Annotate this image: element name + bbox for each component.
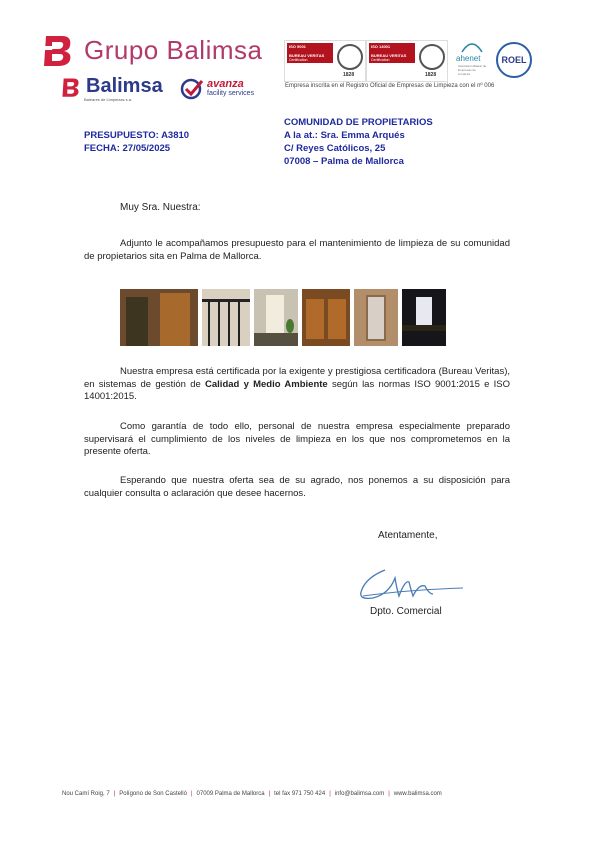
- avanza-logo: [180, 78, 254, 100]
- photo-stair-railing: [202, 289, 250, 346]
- footer-email[interactable]: info@balimsa.com: [334, 791, 385, 797]
- footer: Nou Camí Roig, 7 | Polígono de Son Castelló | 07009 Palma de Mallorca | tel fax 971 750 424 | info@balimsa.com | www.balimsa.com: [62, 791, 442, 797]
- recipient-line-2: A la at.: Sra. Emma Arqués: [284, 130, 405, 141]
- photo-entrance-door: [354, 289, 398, 346]
- recipient-line-4: 07008 – Palma de Mallorca: [284, 156, 404, 167]
- greeting: Muy Sra. Nuestra:: [120, 202, 201, 213]
- iso9001-cert-badge: ISO 9001 BUREAU VERITAS Certification 1828: [284, 40, 366, 82]
- balimsa-b-icon: [40, 32, 76, 68]
- footer-address: Nou Camí Roig, 7: [62, 791, 110, 797]
- department: Dpto. Comercial: [370, 606, 442, 617]
- footer-web[interactable]: www.balimsa.com: [393, 791, 442, 797]
- quote-number: PRESUPUESTO: A3810: [84, 130, 190, 141]
- brand-main-text: Grupo Balimsa: [84, 34, 263, 65]
- balimsa-small-b-icon: [60, 76, 82, 98]
- footer-city: 07009 Palma de Mallorca: [196, 791, 265, 797]
- avanza-icon: [180, 78, 204, 100]
- avanza-tagline: facility services: [207, 90, 255, 97]
- footer-phone: tel fax 971 750 424: [274, 791, 326, 797]
- quote-date: FECHA: 27/05/2025: [84, 143, 171, 154]
- photo-wooden-door: [302, 289, 350, 346]
- signature-icon: [355, 560, 465, 610]
- recipient-line-3: C/ Reyes Católicos, 25: [284, 143, 386, 154]
- closing-salutation: Atentamente,: [378, 530, 438, 541]
- ahenet-wave-icon: [460, 40, 484, 54]
- bureau-veritas-seal-icon: [419, 44, 445, 70]
- paragraph-closing: Esperando que nuestra oferta sea de su agrado, nos ponemos a su disposición para cualquier consulta o aclaración que desee hacernos.: [84, 475, 510, 499]
- avanza-name: avanza: [207, 78, 244, 90]
- certification-highlight: Calidad y Medio Ambiente: [205, 378, 328, 390]
- photo-strip: [120, 289, 446, 346]
- paragraph-certification: Nuestra empresa está certificada por la exigente y prestigiosa certificadora (Bureau Veritas), en sistemas de gestión de Calidad y Medio Ambiente según las normas ISO 9001:2015 e ISO 14001:2015.: [84, 366, 510, 403]
- bureau-veritas-seal-icon: [337, 44, 363, 70]
- recipient-line-1: COMUNIDAD DE PROPIETARIOS: [284, 117, 433, 128]
- photo-window: [402, 289, 446, 346]
- roel-logo: ROEL: [496, 42, 532, 78]
- ahenet-logo: ahenet Asociación Balear de Empresas de Limpieza: [454, 40, 490, 80]
- grupo-balimsa-logo: [40, 32, 262, 68]
- balimsa-logo: [60, 75, 163, 102]
- recipient-address: [284, 116, 433, 168]
- photo-hallway: [254, 289, 298, 346]
- photo-doors-wood: [120, 289, 198, 346]
- registro-text: Empresa inscrita en el Registro Oficial de Empresas de Limpieza con el nº 006: [285, 83, 495, 89]
- paragraph-intro: Adjunto le acompañamos presupuesto para el mantenimiento de limpieza de su comunidad de propietarios sita en Palma de Mallorca.: [84, 238, 510, 262]
- quote-meta: [84, 129, 189, 155]
- footer-poligono: Polígono de Son Castelló: [119, 791, 187, 797]
- brand-sub-tagline: Baleares de Limpiezas s.a.: [84, 97, 133, 102]
- brand-sub-text: Balimsa: [86, 75, 163, 97]
- paragraph-guarantee: Como garantía de todo ello, personal de nuestra empresa especialmente preparado supervisará el cumplimiento de los niveles de limpieza en los que nos comprometemos en la presente oferta.: [84, 421, 510, 458]
- iso14001-cert-badge: ISO 14001 BUREAU VERITAS Certification 1828: [366, 40, 448, 82]
